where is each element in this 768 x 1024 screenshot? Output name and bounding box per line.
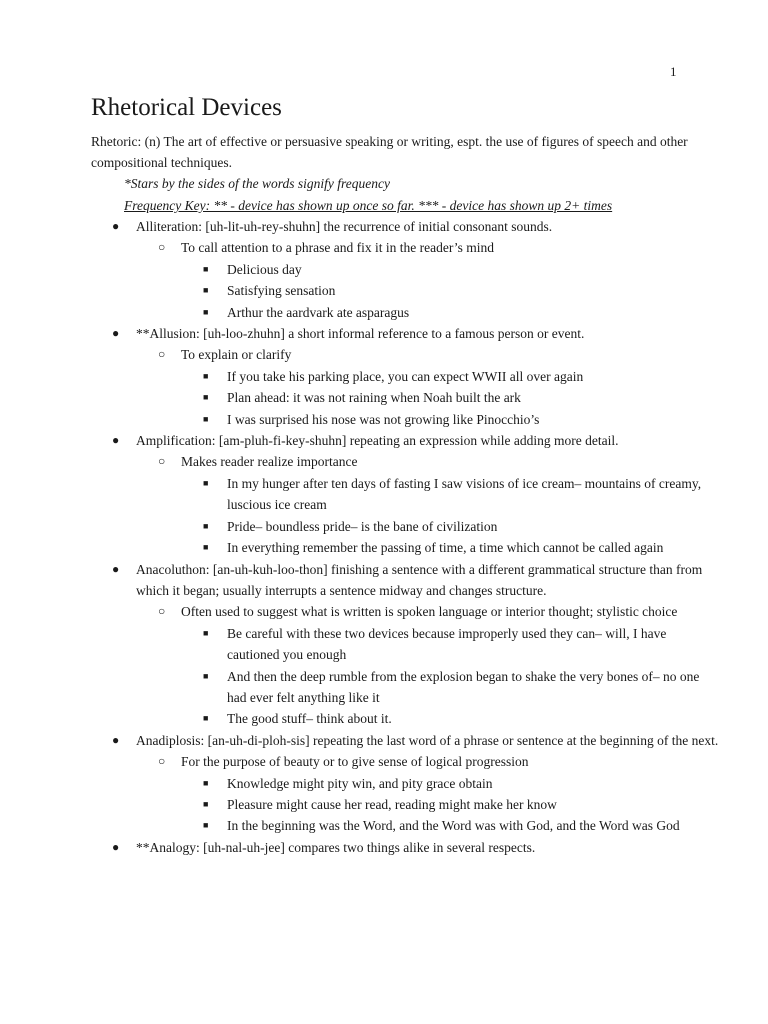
device-text: **Analogy: [uh-nal-uh-jee] compares two things alike in several respects.: [136, 839, 536, 855]
example-item: [0, 387, 722, 408]
bullet-square-icon: ■: [203, 263, 209, 274]
list-item-anadiplosis: [0, 730, 722, 751]
bullet-circle-icon: ○: [158, 454, 166, 469]
page-title: Rhetorical Devices: [91, 94, 282, 121]
example-item: [0, 302, 722, 323]
bullet-square-icon: ■: [203, 370, 209, 381]
purpose-item: [0, 451, 722, 472]
bullet-square-icon: ■: [203, 542, 209, 553]
device-text: Alliteration: [uh-lit-uh-rey-shuhn] the recurrence of initial consonant sounds.: [136, 219, 553, 234]
example-text: Pride– boundless pride– is the bane of civilization: [227, 518, 498, 534]
example-text: The good stuff– think about it.: [227, 711, 392, 727]
example-text: In my hunger after ten days of fasting I saw visions of ice cream– mountains of creamy, luscious ice cream: [227, 475, 702, 513]
example-text: Arthur the aardvark ate asparagus: [227, 304, 410, 320]
bullet-square-icon: ■: [203, 627, 209, 638]
bullet-dot-icon: ●: [112, 219, 120, 233]
devices-list: [0, 216, 768, 858]
example-item: [0, 666, 722, 709]
bullet-square-icon: ■: [203, 777, 209, 788]
rhetoric-definition: Rhetoric: (n) The art of effective or persuasive speaking or writing, espt. the use of figures of speech and other compositional techniques.: [91, 134, 688, 170]
example-text: In everything remember the passing of time, a time which cannot be called again: [227, 540, 664, 556]
example-text: In the beginning was the Word, and the Word was with God, and the Word was God: [227, 818, 680, 834]
purpose-text: To explain or clarify: [181, 347, 292, 363]
bullet-square-icon: ■: [203, 820, 209, 831]
example-text: I was surprised his nose was not growing like Pinocchio’s: [227, 411, 540, 427]
example-item: [0, 366, 722, 387]
bullet-square-icon: ■: [203, 670, 209, 681]
bullet-dot-icon: ●: [112, 732, 120, 747]
bullet-circle-icon: ○: [158, 240, 166, 255]
list-item-analogy: [0, 837, 722, 858]
bullet-square-icon: ■: [203, 285, 209, 296]
frequency-key: Frequency Key: ** - device has shown up once so far. *** - device has shown up 2+ times: [124, 198, 613, 213]
example-item: [0, 259, 722, 280]
purpose-text: To call attention to a phrase and fix it in the reader’s mind: [181, 240, 494, 256]
example-item: [0, 280, 722, 301]
purpose-item: [0, 751, 722, 772]
list-item-amplification: [0, 430, 722, 451]
bullet-square-icon: ■: [203, 798, 209, 809]
purpose-text: For the purpose of beauty or to give sense of logical progression: [181, 754, 529, 770]
purpose-item: [0, 237, 722, 258]
bullet-dot-icon: ●: [112, 433, 120, 448]
device-text: Amplification: [am-pluh-fi-key-shuhn] repeating an expression while adding more detail.: [136, 433, 619, 449]
bullet-dot-icon: ●: [112, 326, 120, 341]
page-number: 1: [670, 64, 677, 79]
bullet-square-icon: ■: [203, 713, 209, 724]
example-text: Pleasure might cause her read, reading might make her know: [227, 796, 557, 812]
bullet-circle-icon: ○: [158, 604, 166, 619]
bullet-circle-icon: ○: [158, 754, 166, 769]
device-text: **Allusion: [uh-loo-zhuhn] a short informal reference to a famous person or event.: [136, 326, 585, 342]
example-item: [0, 537, 722, 558]
purpose-item: [0, 601, 722, 622]
example-text: Plan ahead: it was not raining when Noah built the ark: [227, 390, 521, 406]
device-text: Anadiplosis: [an-uh-di-ploh-sis] repeating the last word of a phrase or sentence at the beginning of the next.: [136, 732, 719, 748]
example-item: [0, 794, 722, 815]
bullet-square-icon: ■: [203, 477, 209, 488]
bullet-square-icon: ■: [203, 306, 209, 317]
purpose-text: Often used to suggest what is written is spoken language or interior thought; stylistic choice: [181, 604, 678, 620]
example-text: Delicious day: [227, 261, 302, 277]
example-item: [0, 708, 722, 729]
example-item: [0, 409, 722, 430]
example-text: If you take his parking place, you can expect WWII all over again: [227, 368, 584, 384]
example-text: Knowledge might pity win, and pity grace obtain: [227, 775, 493, 791]
bullet-dot-icon: ●: [112, 561, 120, 576]
device-text: Anacoluthon: [an-uh-kuh-loo-thon] finishing a sentence with a different grammatical structure than from which it began; usually interrupts a sentence midway and changes structure.: [136, 561, 703, 598]
bullet-circle-icon: ○: [158, 347, 166, 362]
example-item: [0, 773, 722, 794]
example-text: Be careful with these two devices because improperly used they can– will, I have cautioned you enough: [227, 625, 667, 663]
list-item-anacoluthon: [0, 559, 722, 602]
example-item: [0, 473, 722, 516]
example-item: [0, 623, 722, 666]
stars-note: *Stars by the sides of the words signify frequency: [124, 176, 390, 191]
bullet-square-icon: ■: [203, 520, 209, 531]
list-item-alliteration: [0, 216, 722, 237]
bullet-dot-icon: ●: [112, 839, 120, 854]
list-item-allusion: [0, 323, 722, 344]
example-item: [0, 815, 722, 836]
purpose-item: [0, 344, 722, 365]
example-text: Satisfying sensation: [227, 283, 336, 299]
bullet-square-icon: ■: [203, 413, 209, 424]
purpose-text: Makes reader realize importance: [181, 454, 358, 470]
example-item: [0, 516, 722, 537]
bullet-square-icon: ■: [203, 392, 209, 403]
example-text: And then the deep rumble from the explosion began to shake the very bones of– no one had ever felt anything like it: [227, 668, 700, 705]
